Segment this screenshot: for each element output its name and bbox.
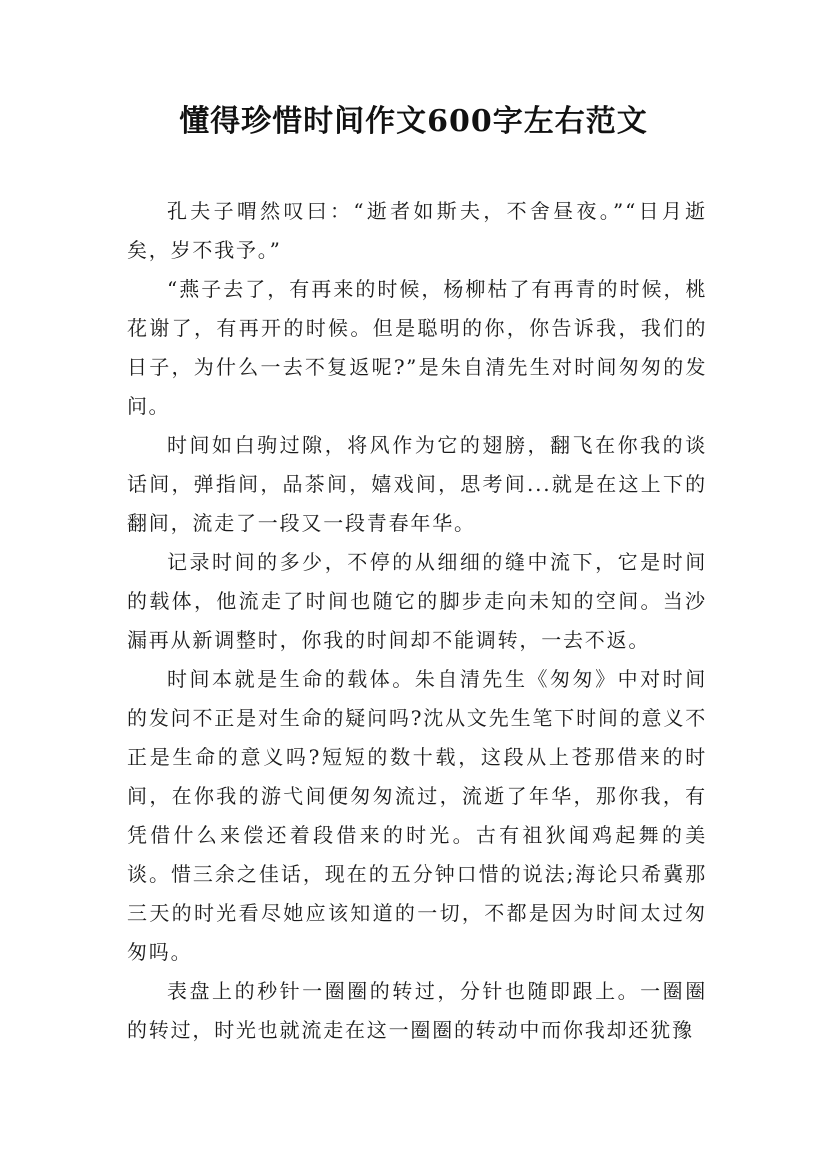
paragraph-5: 时间本就是生命的载体。朱自清先生《匆匆》中对时间的发问不正是对生命的疑问吗?沈从文先生笔下时间的意义不正是生命的意义吗?短短的数十载，这段从上苍那借来的时间，在你我的游弋间便匆匆流过，流逝了年华，那你我，有凭借什么来偿还着段借来的时光。古有祖狄闻鸡起舞的美谈。惜三余之佳话，现在的五分钟口惜的说法;海论只希冀那三天的时光看尽她应该知道的一切，不都是因为时间太过匆匆吗。 [127,667,707,964]
document-body [127,192,707,1050]
paragraph-3: 时间如白驹过隙，将风作为它的翅膀，翻飞在你我的谈话间，弹指间，品茶间，嬉戏间，思考间...就是在这上下的翻间，流走了一段又一段青春年华。 [127,433,707,535]
paragraph-2: “燕子去了，有再来的时候，杨柳枯了有再青的时候，桃花谢了，有再开的时候。但是聪明的你，你告诉我，我们的日子，为什么一去不复返呢?”是朱自清先生对时间匆匆的发问。 [127,277,707,418]
paragraph-4: 记录时间的多少，不停的从细细的缝中流下，它是时间的载体，他流走了时间也随它的脚步走向未知的空间。当沙漏再从新调整时，你我的时间却不能调转，一去不返。 [127,550,707,652]
paragraph-6: 表盘上的秒针一圈圈的转过，分针也随即跟上。一圈圈的转过，时光也就流走在这一圈圈的转动中而你我却还犹豫 [127,979,707,1042]
paragraph-1: 孔夫子喟然叹曰：“逝者如斯夫，不舍昼夜。”“日月逝矣，岁不我予。” [127,199,707,262]
document-title: 懂得珍惜时间作文600字左右范文 [179,104,648,139]
